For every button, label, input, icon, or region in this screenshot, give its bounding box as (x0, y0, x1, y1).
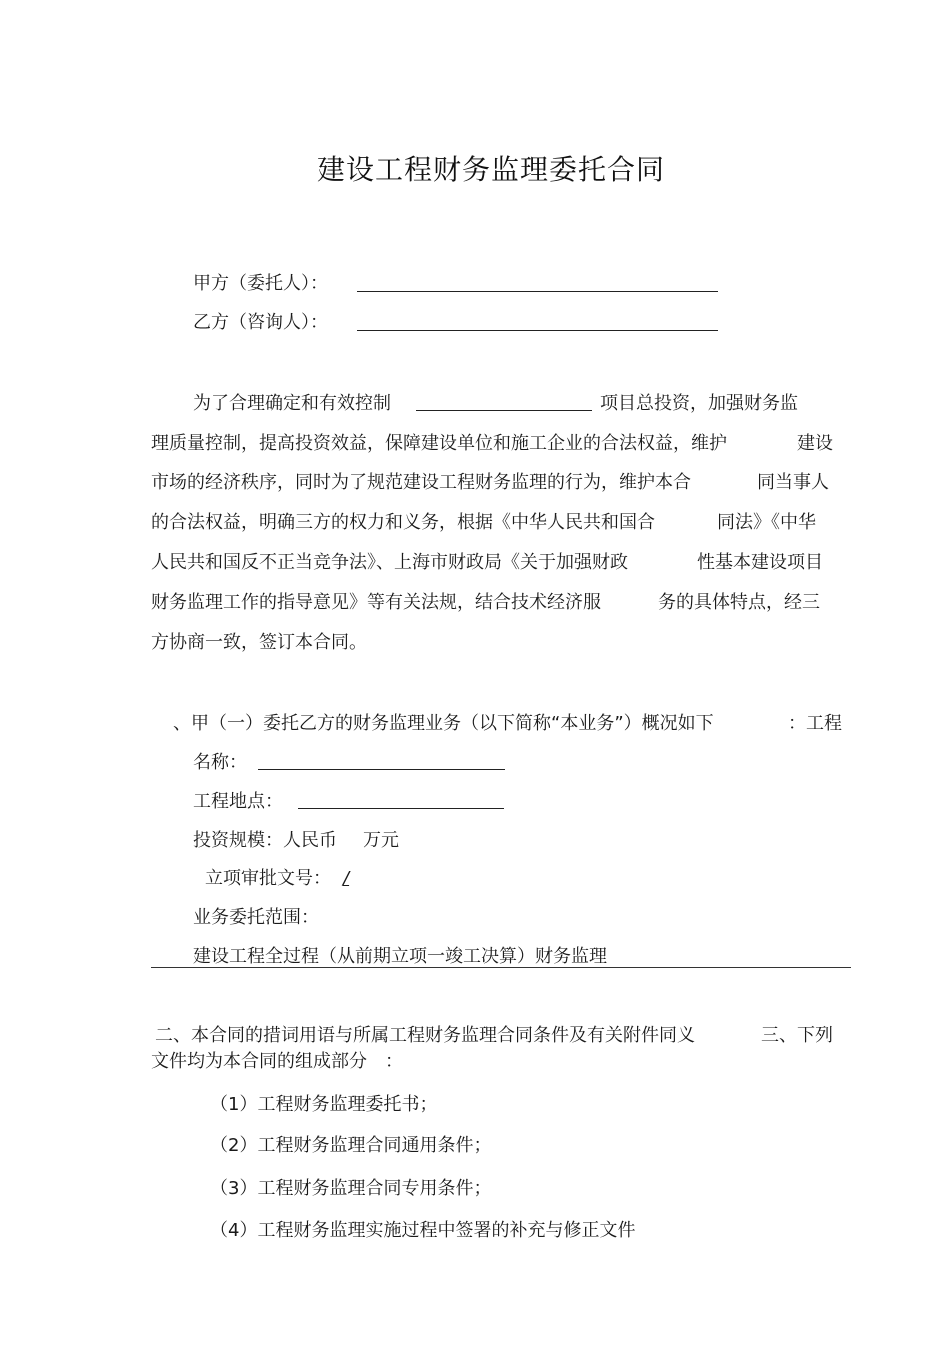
preamble-line-6a: 财务监理工作的指导意见》等有关法规，结合技术经济服 (151, 592, 601, 613)
preamble-line-3a: 市场的经济秩序，同时为了规范建设工程财务监理的行为，维护本合 (151, 472, 691, 493)
preamble-line-5b: 性基本建设项目 (697, 552, 823, 573)
document-list-item: （1）工程财务监理委托书； (210, 1094, 438, 1115)
section1-heading: 、甲（一）委托乙方的财务监理业务（以下简称“本业务”）概况如下 (173, 713, 714, 734)
party-b-blank[interactable] (357, 330, 718, 331)
document-title: 建设工程财务监理委托合同 (317, 153, 666, 186)
scope-label: 业务委托范围： (193, 907, 319, 928)
project-name-blank[interactable] (416, 410, 592, 411)
document-list-item: （3）工程财务监理合同专用条件； (210, 1178, 492, 1199)
section3-line-2: 文件均为本合同的组成部分 ： (151, 1051, 403, 1072)
party-a-label: 甲方（委托人）： (193, 273, 328, 294)
party-b-label: 乙方（咨询人）： (193, 312, 328, 333)
preamble-line-1a: 为了合理确定和有效控制 (193, 393, 391, 414)
project-location-field[interactable] (298, 808, 504, 809)
project-name-field[interactable] (258, 769, 505, 770)
preamble-line-6b: 务的具体特点，经三 (658, 592, 820, 613)
preamble-line-3b: 同当事人 (757, 472, 829, 493)
project-location-label: 工程地点： (193, 791, 283, 812)
party-a-blank[interactable] (357, 291, 718, 292)
section1-heading-tail: ：工程 (788, 713, 842, 734)
section3-heading: 三、下列 (761, 1025, 833, 1046)
document-list-item: （2）工程财务监理合同通用条件； (210, 1135, 492, 1156)
preamble-line-4a: 的合法权益，明确三方的权力和义务，根据《中华人民共和国合 (151, 512, 655, 533)
document-list-item: （4）工程财务监理实施过程中签署的补充与修正文件 (210, 1220, 636, 1241)
preamble-line-1b: 项目总投资，加强财务监 (600, 393, 798, 414)
scope-value: 建设工程全过程（从前期立项一竣工决算）财务监理 (193, 946, 607, 967)
preamble-line-7: 方协商一致，签订本合同。 (151, 632, 367, 653)
project-name-label: 名称： (193, 752, 247, 773)
approval-number-label: 立项审批文号： (205, 868, 331, 889)
preamble-line-4b: 同法》《中华 (717, 512, 816, 533)
preamble-line-5a: 人民共和国反不正当竞争法》、上海市财政局《关于加强财政 (151, 552, 628, 573)
preamble-line-2b: 建设 (797, 433, 833, 454)
investment-scale-label: 投资规模：人民币 (193, 830, 337, 851)
investment-scale-unit: 万元 (363, 830, 399, 851)
preamble-line-2a: 理质量控制，提高投资效益，保障建设单位和施工企业的合法权益，维护 (151, 433, 727, 454)
section2-line-1: 二、本合同的措词用语与所属工程财务监理合同条件及有关附件同义 (155, 1025, 695, 1046)
approval-number-value: / (343, 868, 350, 889)
section-divider (151, 967, 851, 968)
